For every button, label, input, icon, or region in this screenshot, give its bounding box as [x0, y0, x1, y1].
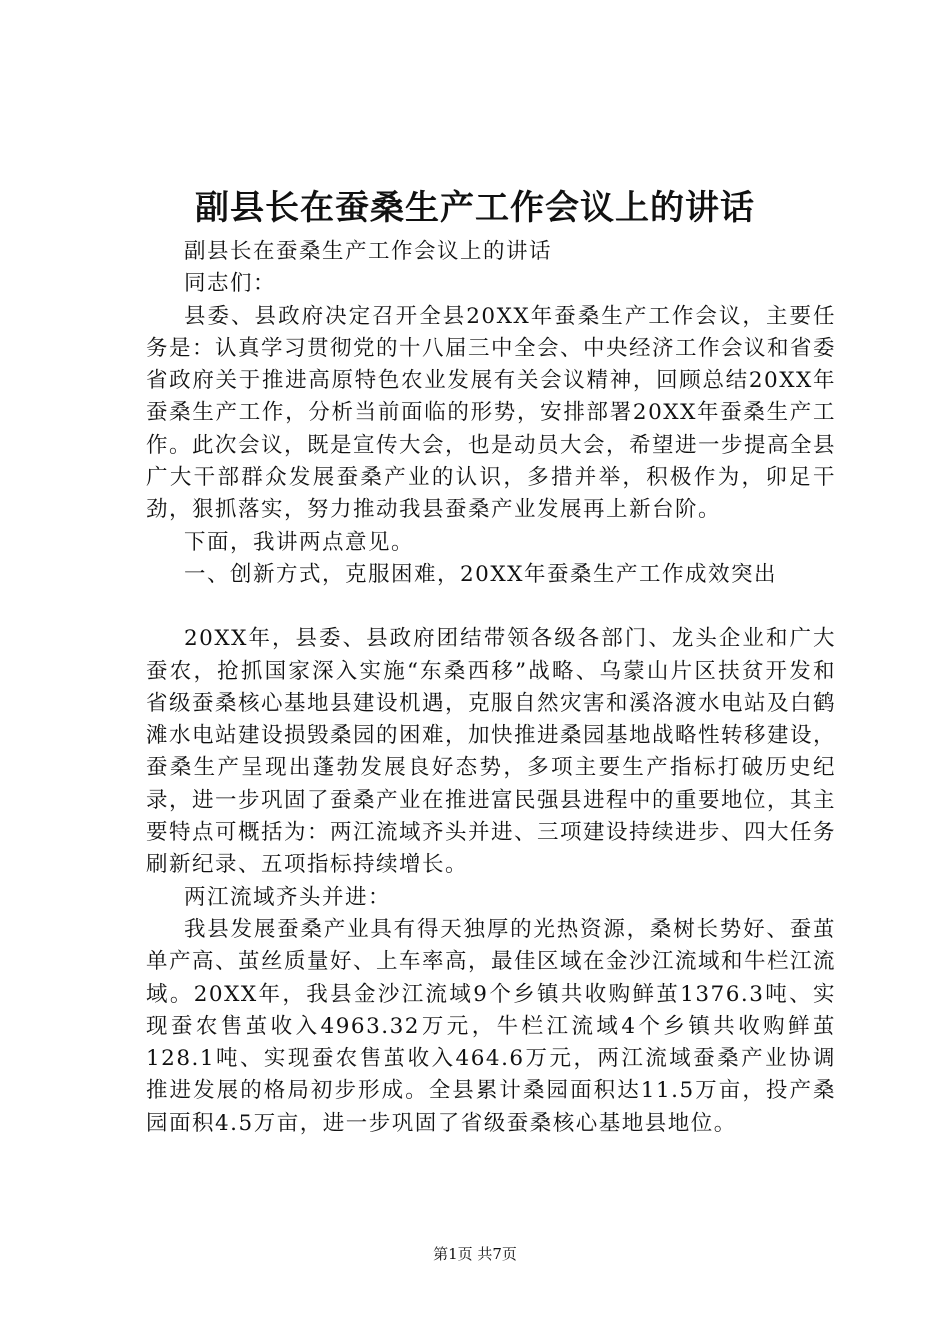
paragraph-details: 我县发展蚕桑产业具有得天独厚的光热资源，桑树长势好、蚕茧单产高、茧丝质量好、上车率高，最佳区域在金沙江流域和牛栏江流域。20XX年，我县金沙江流域9个乡镇共收购鲜茧1376.3吨、实现蚕农售茧收入4963.32万元，牛栏江流域4个乡镇共收购鲜茧128.1吨、实现蚕农售茧收入464.6万元，两江流域蚕桑产业协调推进发展的格局初步形成。全县累计桑园面积达11.5万亩，投产桑园面积4.5万亩，进一步巩固了省级蚕桑核心基地县地位。 — [146, 916, 837, 1136]
section-heading-1: 一、创新方式，克服困难，20XX年蚕桑生产工作成效突出 — [184, 561, 777, 587]
document-body — [146, 236, 836, 1140]
document-title: 副县长在蚕桑生产工作会议上的讲话 — [195, 188, 755, 228]
paragraph-transition: 下面，我讲两点意见。 — [184, 529, 415, 555]
page-footer: 第1页 共7页 — [433, 1245, 517, 1263]
paragraph-subtitle: 副县长在蚕桑生产工作会议上的讲话 — [184, 239, 553, 264]
paragraph-salutation: 同志们： — [184, 271, 277, 297]
subsection-heading: 两江流域齐头并进： — [184, 884, 392, 910]
paragraph-intro: 县委、县政府决定召开全县20XX年蚕桑生产工作会议，主要任务是：认真学习贯彻党的十八届三中全会、中央经济工作会议和省委省政府关于推进高原特色农业发展有关会议精神，回顾总结20XX年蚕桑生产工作，分析当前面临的形势，安排部署20XX年蚕桑生产工作。此次会议，既是宣传大会，也是动员大会，希望进一步提高全县广大干部群众发展蚕桑产业的认识，多措并举，积极作为，卯足干劲，狠抓落实，努力推动我县蚕桑产业发展再上新台阶。 — [146, 303, 837, 523]
paragraph-overview: 20XX年，县委、县政府团结带领各级各部门、龙头企业和广大蚕农，抢抓国家深入实施“东桑西移”战略、乌蒙山片区扶贫开发和省级蚕桑核心基地县建设机遇，克服自然灾害和溪洛渡水电站及白鹤滩水电站建设损毁桑园的困难，加快推进桑园基地战略性转移建设，蚕桑生产呈现出蓬勃发展良好态势，多项主要生产指标打破历史纪录，进一步巩固了蚕桑产业在推进富民强县进程中的重要地位，其主要特点可概括为：两江流域齐头并进、三项建设持续进步、四大任务刷新纪录、五项指标持续增长。 — [146, 626, 837, 878]
